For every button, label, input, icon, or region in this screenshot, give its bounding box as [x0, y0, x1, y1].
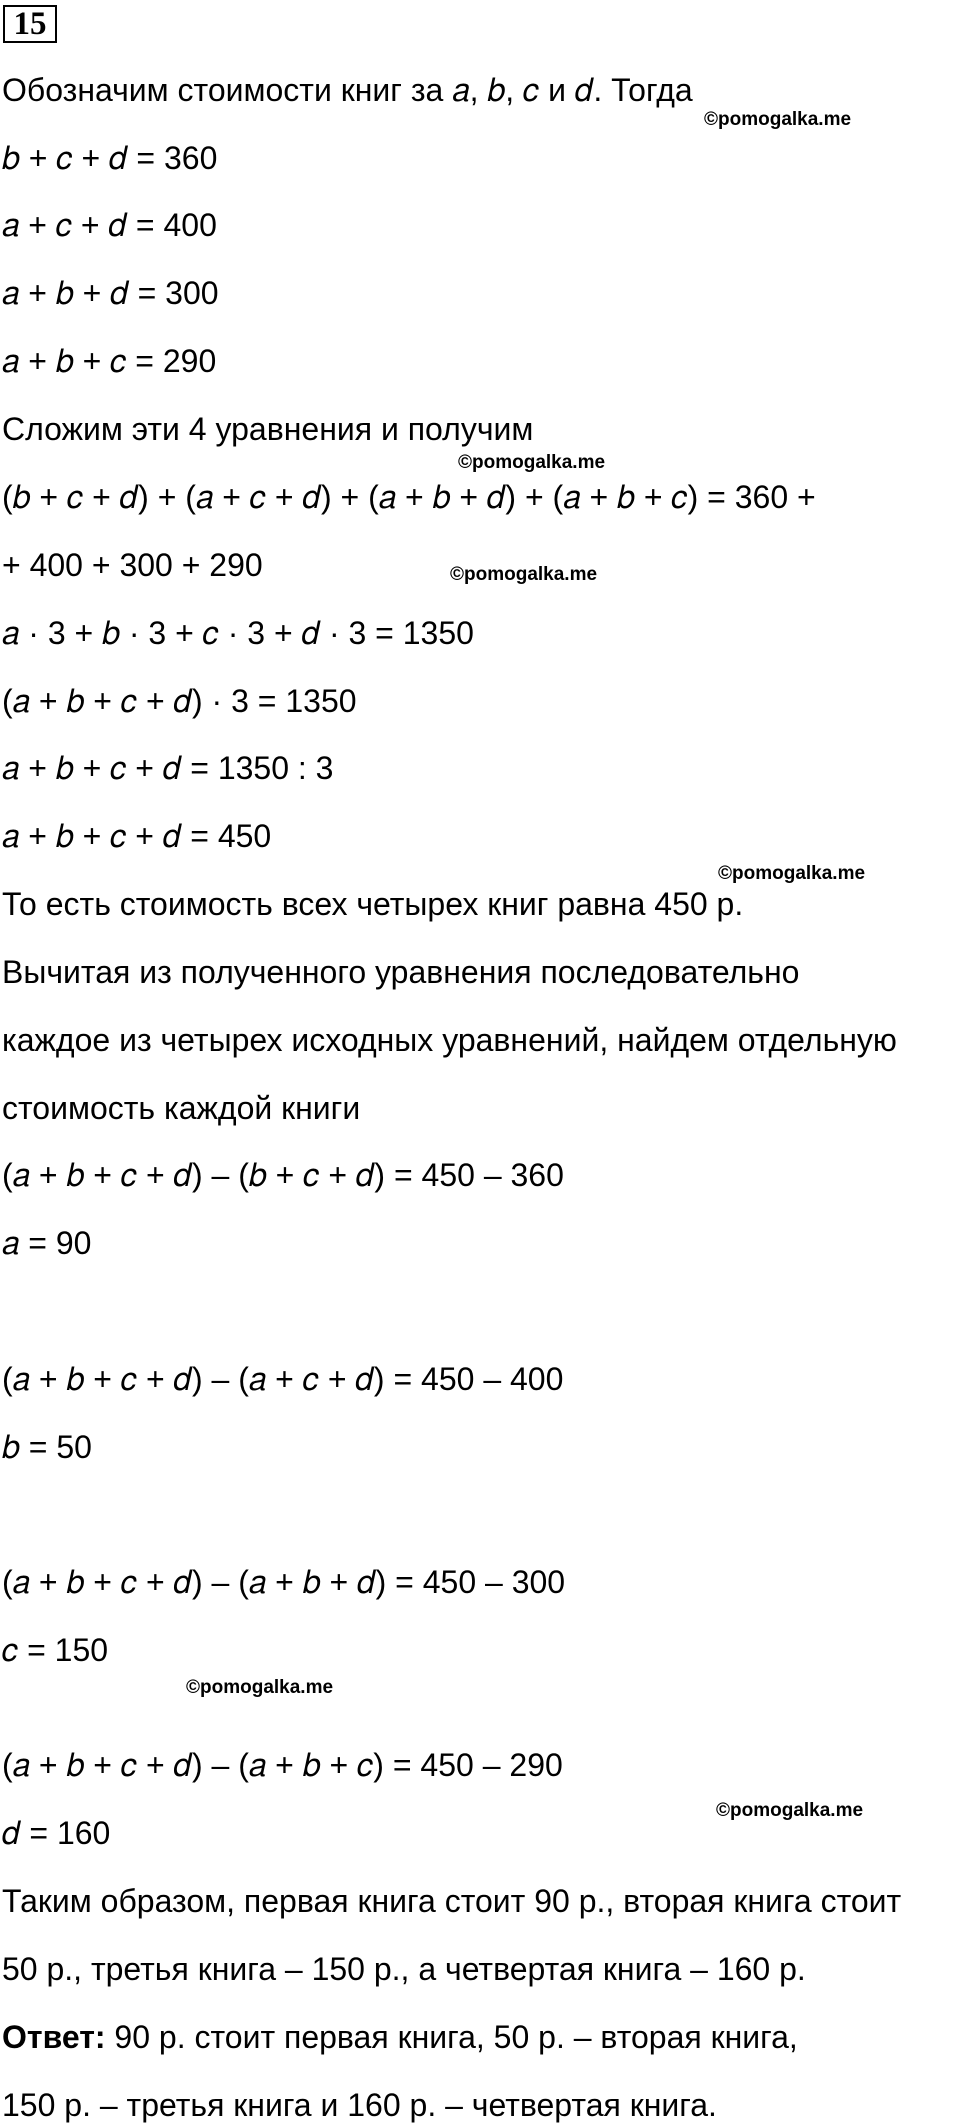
equation-line: (𝑎 + 𝑏 + 𝑐 + 𝑑) – (𝑎 + 𝑏 + 𝑐) = 450 – 290 [2, 1747, 563, 1783]
equation-line: 𝑎 + 𝑏 + 𝑐 + 𝑑 = 1350 : 3 [2, 750, 334, 786]
equation-line: 𝑏 = 50 [2, 1429, 92, 1465]
equation-line: + 400 + 300 + 290 [2, 547, 263, 583]
equation-line: 𝑎 + 𝑐 + 𝑑 = 400 [2, 207, 217, 243]
text-line: Вычитая из полученного уравнения последовательно [2, 954, 800, 990]
answer-label: Ответ: [2, 2019, 106, 2055]
equation-line: 𝑑 = 160 [2, 1815, 111, 1851]
equation-line: 𝑎 · 3 + 𝑏 · 3 + 𝑐 · 3 + 𝑑 · 3 = 1350 [2, 615, 474, 651]
text-line: То есть стоимость всех четырех книг равна 450 р. [2, 886, 744, 922]
text-line: Обозначим стоимости книг за 𝑎, 𝑏, 𝑐 и 𝑑. Тогда [2, 72, 693, 108]
equation-line: 𝑎 + 𝑏 + 𝑑 = 300 [2, 275, 219, 311]
equation-line: 𝑏 + 𝑐 + 𝑑 = 360 [2, 140, 218, 176]
answer-line: 150 р. – третья книга и 160 р. – четвертая книга. [2, 2087, 717, 2123]
text-line: каждое из четырех исходных уравнений, найдем отдельную [2, 1022, 897, 1058]
watermark: ©pomogalka.me [704, 109, 852, 130]
equation-line: (𝑏 + 𝑐 + 𝑑) + (𝑎 + 𝑐 + 𝑑) + (𝑎 + 𝑏 + 𝑑) + (𝑎 + 𝑏 + 𝑐) = 360 + [2, 479, 816, 515]
equation-line: 𝑎 = 90 [2, 1225, 92, 1261]
text-line: 50 р., третья книга – 150 р., а четвертая книга – 160 р. [2, 1951, 806, 1987]
watermark: ©pomogalka.me [718, 863, 866, 884]
equation-line: (𝑎 + 𝑏 + 𝑐 + 𝑑) – (𝑎 + 𝑏 + 𝑑) = 450 – 300 [2, 1564, 566, 1600]
watermark: ©pomogalka.me [450, 564, 598, 585]
equation-line: 𝑐 = 150 [2, 1632, 109, 1668]
watermark: ©pomogalka.me [186, 1677, 334, 1698]
equation-line: 𝑎 + 𝑏 + 𝑐 = 290 [2, 343, 217, 379]
watermark: ©pomogalka.me [458, 452, 606, 473]
watermark: ©pomogalka.me [716, 1800, 864, 1821]
problem-number: 15 [3, 5, 57, 43]
equation-line: (𝑎 + 𝑏 + 𝑐 + 𝑑) · 3 = 1350 [2, 683, 357, 719]
text-line: Сложим эти 4 уравнения и получим [2, 411, 534, 447]
equation-line: 𝑎 + 𝑏 + 𝑐 + 𝑑 = 450 [2, 818, 272, 854]
text-line: стоимость каждой книги [2, 1090, 361, 1126]
answer-line [2, 2017, 798, 2057]
equation-line: (𝑎 + 𝑏 + 𝑐 + 𝑑) – (𝑏 + 𝑐 + 𝑑) = 450 – 360 [2, 1157, 564, 1193]
equation-line: (𝑎 + 𝑏 + 𝑐 + 𝑑) – (𝑎 + 𝑐 + 𝑑) = 450 – 400 [2, 1361, 564, 1397]
answer-text: 90 р. стоит первая книга, 50 р. – вторая книга, [105, 2019, 798, 2055]
text-line: Таким образом, первая книга стоит 90 р., вторая книга стоит [2, 1883, 902, 1919]
